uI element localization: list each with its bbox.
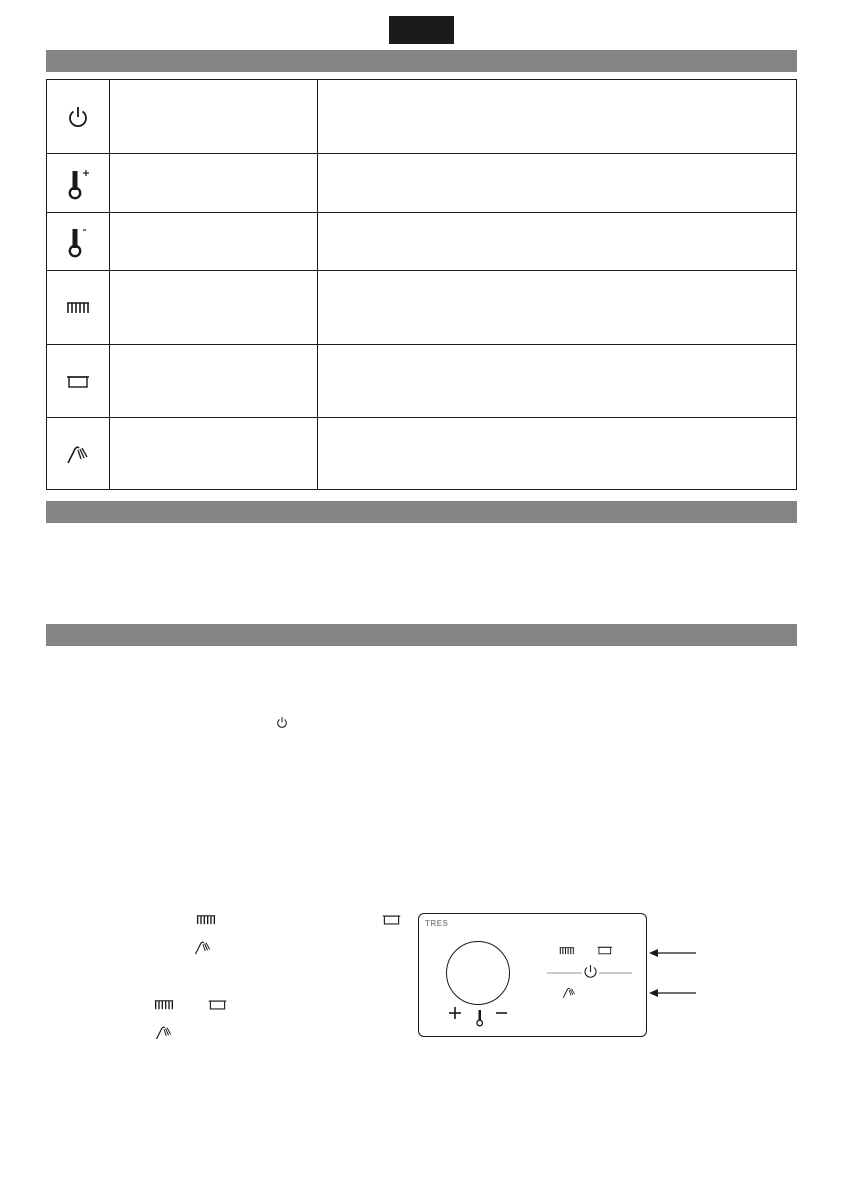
shower-icon <box>563 988 574 997</box>
arrow-left-icon <box>648 986 698 1000</box>
language-tab <box>389 16 454 44</box>
section-header-3 <box>46 624 797 646</box>
thermometer-minus-icon <box>47 213 109 271</box>
water-tank-icon <box>47 345 109 418</box>
thermometer-plus-icon <box>47 154 109 213</box>
power-icon <box>585 965 596 977</box>
table-row <box>47 344 796 418</box>
thermometer-icon <box>477 1010 483 1026</box>
power-icon <box>47 80 109 153</box>
arrow-left-icon <box>648 946 698 960</box>
section-header-functions <box>46 50 797 72</box>
table-row <box>47 80 796 153</box>
radiator-icon <box>560 948 574 955</box>
panel-symbols <box>419 914 648 1038</box>
power-icon <box>276 716 288 729</box>
table-row <box>47 417 796 492</box>
shower-icon <box>194 940 212 956</box>
table-row <box>47 153 796 213</box>
radiator-icon <box>196 915 216 925</box>
control-panel-diagram <box>418 913 647 1037</box>
water-tank-icon <box>382 914 401 926</box>
plus-symbol <box>449 1007 461 1019</box>
table-row <box>47 270 796 345</box>
water-tank-icon <box>208 999 227 1011</box>
water-tank-icon <box>598 947 612 954</box>
radiator-icon <box>154 1000 174 1010</box>
shower-icon <box>47 418 109 492</box>
radiator-icon <box>47 271 109 345</box>
shower-icon <box>155 1025 173 1041</box>
brand-logo: TRES <box>425 919 449 928</box>
section-header-2 <box>46 501 797 523</box>
function-table <box>46 79 797 490</box>
table-row <box>47 212 796 271</box>
